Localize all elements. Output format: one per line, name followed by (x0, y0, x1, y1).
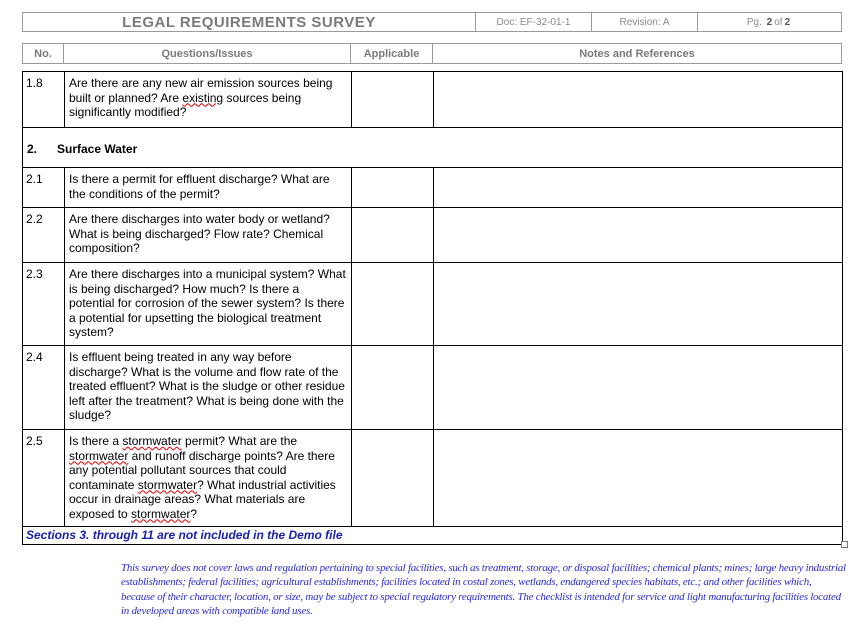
question-cell: Is there a stormwater permit? What are the stormwater and runoff discharge points? Are there any potential pollutant sources that could contaminate stormwater? What industrial activities occur in drainage areas? What materials are exposed to stormwater? (65, 430, 352, 527)
applicable-cell[interactable] (352, 346, 434, 430)
revision: Revision: A (592, 13, 698, 31)
column-applicable: Applicable (351, 44, 433, 63)
notes-cell[interactable] (434, 168, 843, 208)
notes-cell[interactable] (434, 72, 843, 128)
applicable-cell[interactable] (352, 168, 434, 208)
doc-number: Doc: EF-32-01-1 (476, 13, 592, 31)
footnote: This survey does not cover laws and regulation pertaining to special facilities, such as treatment, storage, or disposal facilities; chemical plants; mines; large heavy industrial establishments; federal facilities; agricultural establishments; facilities located in costal zones, wetlands, endangered species habitats, etc.; and other facilities which, because of their character, location, or size, may be subject to special regulatory requirements. The checklist is intended for service and light manufacturing facilities located in developed areas with compatible land uses. (121, 562, 846, 617)
resize-handle[interactable] (841, 541, 848, 548)
applicable-cell[interactable] (352, 263, 434, 346)
question-cell: Is effluent being treated in any way before discharge? What is the volume and flow rate of the treated effluent? What is the sludge or other residue left after the treatment? What is being done with the sludge? (65, 346, 352, 430)
row-number: 2.2 (23, 208, 65, 263)
table-row (23, 72, 843, 128)
question-cell: Is there a permit for effluent discharge? What are the conditions of the permit? (65, 168, 352, 208)
table-row (23, 208, 843, 263)
question-cell: Are there discharges into a municipal system? What is being discharged? How much? Is there a potential for corrosion of the sewer system? Is there a potential for upsetting the biological treatment system? (65, 263, 352, 346)
table-row (23, 168, 843, 208)
notes-cell[interactable] (434, 346, 843, 430)
demo-note: Sections 3. through 11 are not included in the Demo file (23, 527, 843, 545)
question-cell: Are there are any new air emission sources being built or planned? Are existing sources being significantly modified? (65, 72, 352, 128)
page-indicator: Pg. 2 of 2 (746, 16, 791, 28)
document-header (22, 12, 842, 32)
notes-cell[interactable] (434, 263, 843, 346)
column-header-row (22, 43, 842, 64)
table-row (23, 263, 843, 346)
applicable-cell[interactable] (352, 208, 434, 263)
applicable-cell[interactable] (352, 72, 434, 128)
table-row (23, 430, 843, 527)
row-number: 1.8 (23, 72, 65, 128)
column-no: No. (23, 44, 64, 63)
row-number: 2.5 (23, 430, 65, 527)
row-number: 2.4 (23, 346, 65, 430)
notes-cell[interactable] (434, 430, 843, 527)
column-questions: Questions/Issues (64, 44, 351, 63)
survey-title: LEGAL REQUIREMENTS SURVEY (23, 13, 476, 31)
section-row (23, 128, 843, 168)
demo-note-row (23, 527, 843, 545)
column-notes: Notes and References (579, 47, 695, 60)
applicable-cell[interactable] (352, 430, 434, 527)
notes-cell[interactable] (434, 208, 843, 263)
section-heading: 2. Surface Water (23, 128, 843, 168)
survey-table (22, 71, 843, 545)
question-cell: Are there discharges into water body or wetland? What is being discharged? Flow rate? Chemical composition? (65, 208, 352, 263)
table-row (23, 346, 843, 430)
row-number: 2.1 (23, 168, 65, 208)
row-number: 2.3 (23, 263, 65, 346)
